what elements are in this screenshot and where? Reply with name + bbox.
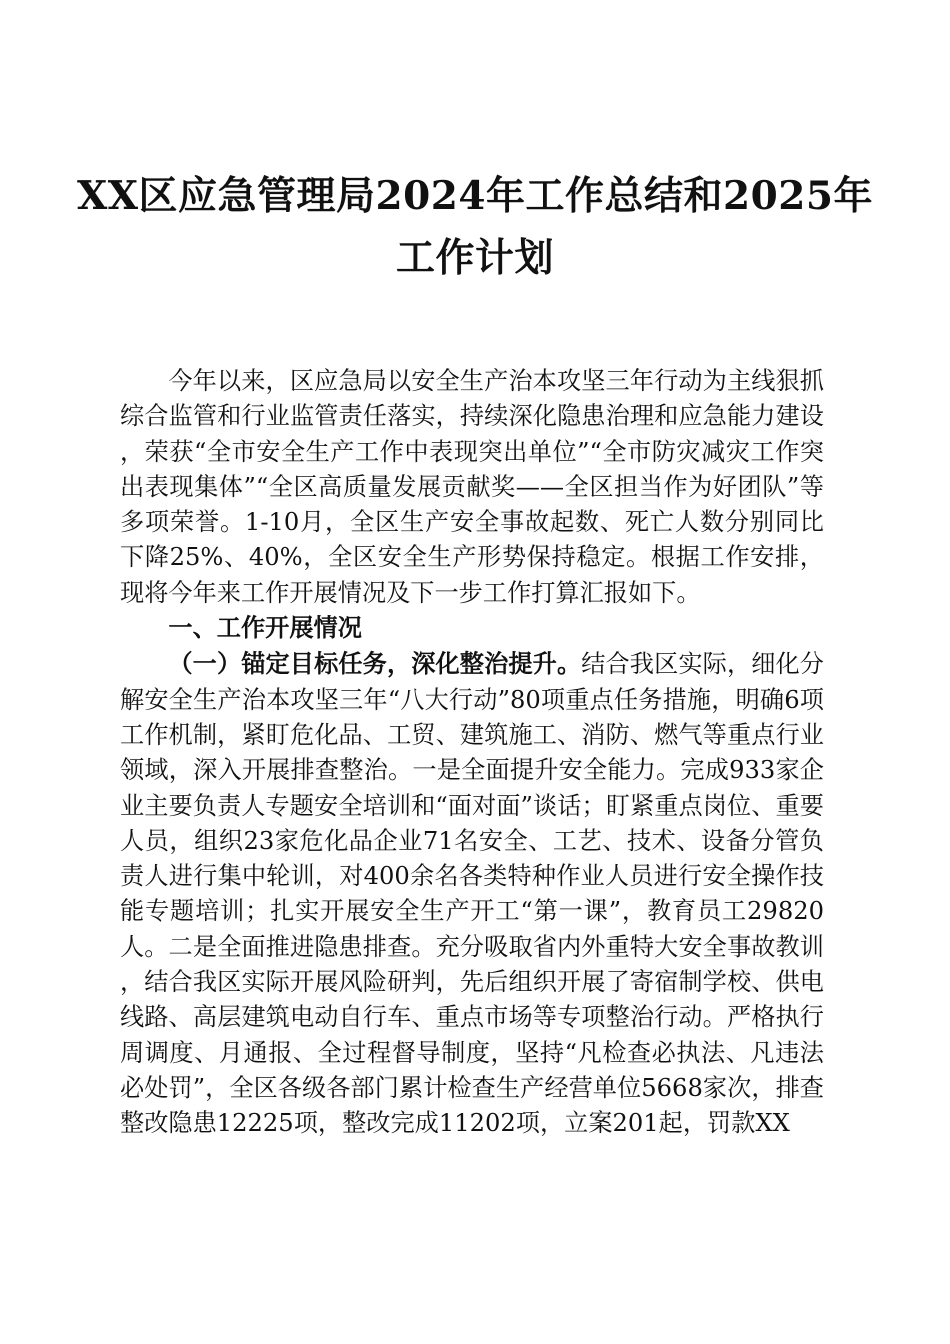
subsection-body: 结合我区实际，细化分解安全生产治本攻坚三年“八大行动”80项重点任务措施，明确6项工作机制，紧盯危化品、工贸、建筑施工、消防、燃气等重点行业领域，深入开展排查整治。一是全面提升安全能力。完成933家企业主要负责人专题安全培训和“面对面”谈话；盯紧重点岗位、重要人员，组织23家危化品企业71名安全、工艺、技术、设备分管负责人进行集中轮训，对400余名各类特种作业人员进行安全操作技能专题培训；扎实开展安全生产开工“第一课”，教育员工29820人。二是全面推进隐患排查。充分吸取省内外重特大安全事故教训，结合我区实际开展风险研判，先后组织开展了寄宿制学校、供电线路、高层建筑电动自行车、重点市场等专项整治行动。严格执行周调度、月通报、全过程督导制度，坚持“凡检查必执法、凡违法必处罚”，全区各级各部门累计检查生产经营单位5668家次，排查整改隐患12225项，整改完成11202项，立案201起，罚款XX xyxy=(120,650,824,1138)
title-line-1: XX区应急管理局2024年工作总结和2025年 xyxy=(76,173,874,219)
document-title xyxy=(0,165,950,289)
intro-paragraph: 今年以来，区应急局以安全生产治本攻坚三年行动为主线狠抓综合监管和行业监管责任落实，持续深化隐患治理和应急能力建设，荣获“全市安全生产工作中表现突出单位”“全市防灾减灾工作突出表现集体”“全区高质量发展贡献奖——全区担当作为好团队”等多项荣誉。1-10月，全区生产安全事故起数、死亡人数分别同比下降25%、40%，全区安全生产形势保持稳定。根据工作安排，现将今年来工作开展情况及下一步工作打算汇报如下。 xyxy=(120,367,824,607)
section-heading: 一、工作开展情况 xyxy=(168,614,362,643)
subsection-paragraph xyxy=(120,646,824,1141)
title-line-2: 工作计划 xyxy=(395,235,554,281)
document-body xyxy=(120,364,824,1142)
subsection-lead: （一）锚定目标任务，深化整治提升。 xyxy=(168,649,582,679)
